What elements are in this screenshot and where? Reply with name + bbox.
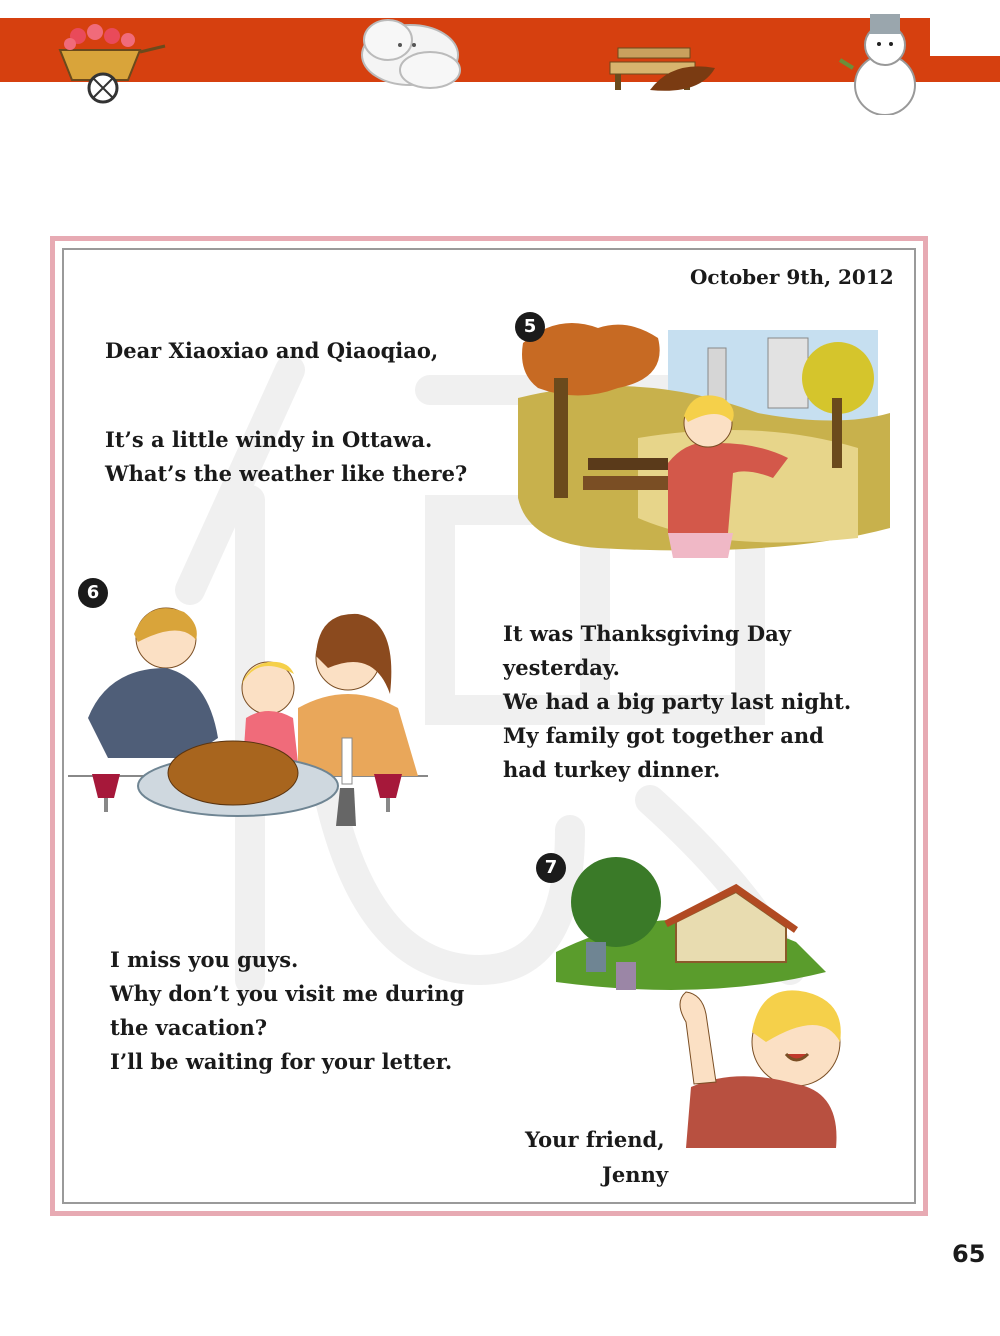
- illustration-number-7: 7: [536, 853, 566, 883]
- page-number: 65: [952, 1240, 986, 1268]
- letter-closing: Your friend,: [525, 1127, 665, 1152]
- letter-signature: Jenny: [602, 1162, 669, 1187]
- letter-paragraph-1: [105, 423, 467, 491]
- letter-line: It’s a little windy in Ottawa.: [105, 427, 433, 452]
- letter-line: My family got together and: [503, 723, 824, 748]
- illustration-number-6: 6: [78, 578, 108, 608]
- letter-line: I miss you guys.: [110, 947, 299, 972]
- letter-line: Why don’t you visit me during: [110, 981, 465, 1006]
- letter-line: What’s the weather like there?: [105, 461, 468, 486]
- letter-line: yesterday.: [503, 655, 620, 680]
- letter-line: We had a big party last night.: [503, 689, 852, 714]
- letter-paragraph-2: [503, 617, 851, 787]
- top-banner: [0, 0, 1000, 115]
- letter-paragraph-3: [110, 943, 464, 1079]
- letter-greeting: Dear Xiaoxiao and Qiaoqiao,: [105, 338, 439, 363]
- letter-line: had turkey dinner.: [503, 757, 721, 782]
- waving-friends-illustration: [556, 852, 892, 1152]
- letter-line: the vacation?: [110, 1015, 268, 1040]
- letter-date: October 9th, 2012: [690, 265, 894, 289]
- letter-line: I’ll be waiting for your letter.: [110, 1049, 453, 1074]
- thanksgiving-dinner-illustration: [68, 598, 428, 838]
- autumn-park-illustration: [518, 318, 890, 563]
- letter-line: It was Thanksgiving Day: [503, 621, 791, 646]
- illustration-number-5: 5: [515, 312, 545, 342]
